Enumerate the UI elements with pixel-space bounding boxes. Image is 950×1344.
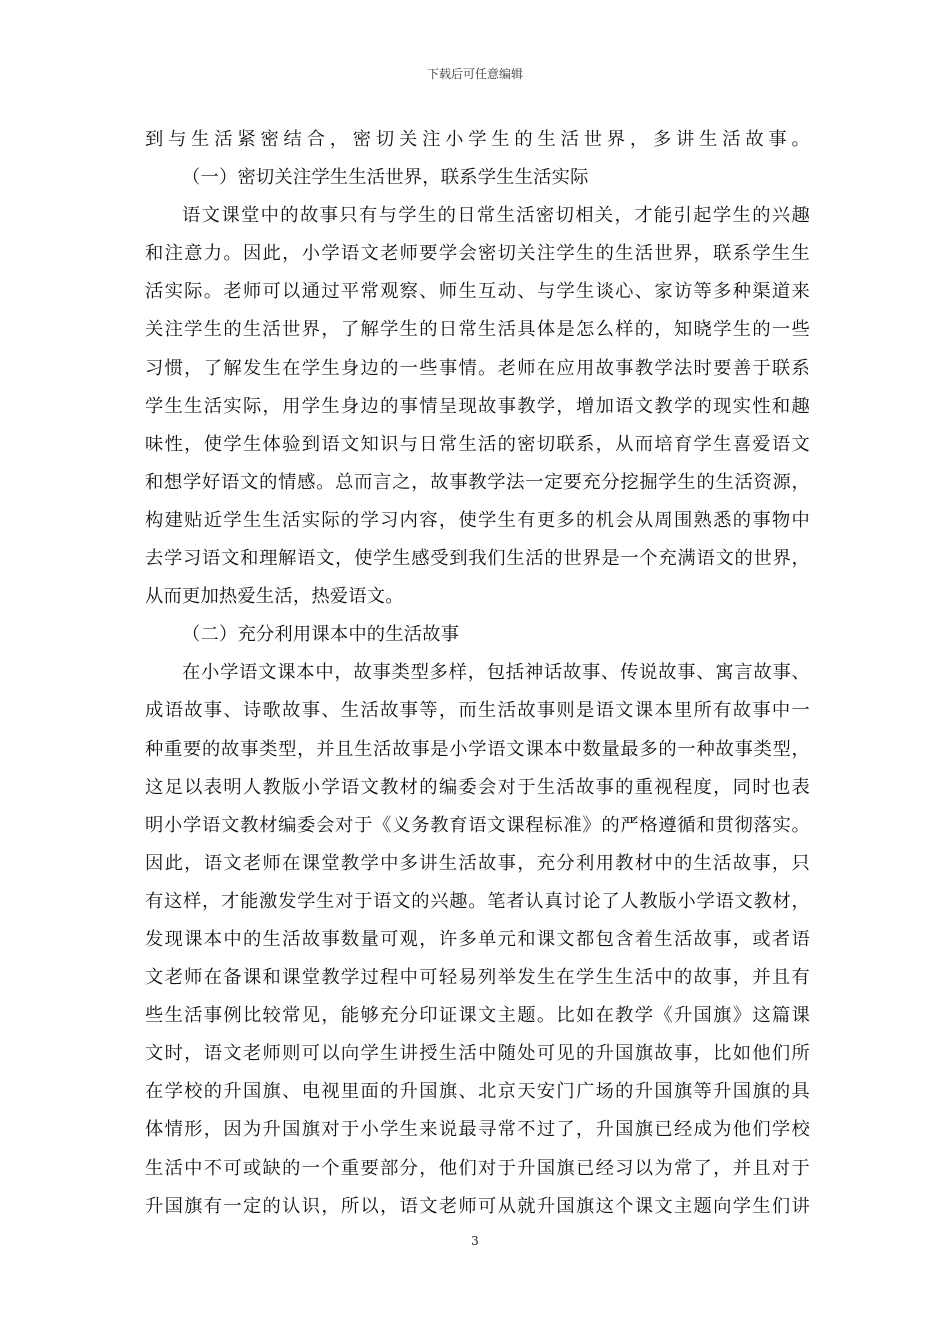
- body-line: 文老师在备课和课堂教学过程中可轻易列举发生在学生生活中的故事，并且有: [145, 967, 810, 989]
- body-line: 文时，语文老师则可以向学生讲授生活中随处可见的升国旗故事，比如他们所: [145, 1043, 810, 1065]
- body-line: 学生生活实际，用学生身边的事情呈现故事教学，增加语文教学的现实性和趣: [145, 395, 810, 417]
- body-line: 成语故事、诗歌故事、生活故事等，而生活故事则是语文课本里所有故事中一: [145, 700, 810, 722]
- section-heading: （一）密切关注学生生活世界，联系学生生活实际: [182, 167, 589, 189]
- body-line: 从而更加热爱生活，热爱语文。: [145, 586, 404, 608]
- body-line: 活实际。老师可以通过平常观察、师生互动、与学生谈心、家访等多种渠道来: [145, 281, 810, 303]
- body-line: 语文课堂中的故事只有与学生的日常生活密切相关，才能引起学生的兴趣: [182, 205, 810, 227]
- body-line: 有这样，才能激发学生对于语文的兴趣。笔者认真讨论了人教版小学语文教材，: [145, 890, 810, 912]
- body-line: 升国旗有一定的认识，所以，语文老师可从就升国旗这个课文主题向学生们讲: [145, 1195, 810, 1217]
- body-line: 发现课本中的生活故事数量可观，许多单元和课文都包含着生活故事，或者语: [145, 928, 810, 950]
- body-line: 明小学语文教材编委会对于《义务教育语文课程标准》的严格遵循和贯彻落实。: [145, 814, 810, 836]
- section-heading: （二）充分利用课本中的生活故事: [182, 624, 460, 646]
- body-line: 到与生活紧密结合，密切关注小学生的生活世界，多讲生活故事。: [145, 129, 810, 150]
- body-line: 些生活事例比较常见，能够充分印证课文主题。比如在教学《升国旗》这篇课: [145, 1005, 810, 1027]
- body-line: 去学习语文和理解语文，使学生感受到我们生活的世界是一个充满语文的世界，: [145, 548, 810, 570]
- body-line: 和想学好语文的情感。总而言之，故事教学法一定要充分挖掘学生的生活资源，: [145, 471, 810, 493]
- body-line: 这足以表明人教版小学语文教材的编委会对于生活故事的重视程度，同时也表: [145, 776, 810, 798]
- body-line: 和注意力。因此，小学语文老师要学会密切关注学生的生活世界，联系学生生: [145, 243, 810, 265]
- body-line: 关注学生的生活世界，了解学生的日常生活具体是怎么样的，知晓学生的一些: [145, 319, 810, 341]
- body-line: 因此，语文老师在课堂教学中多讲生活故事，充分利用教材中的生活故事，只: [145, 852, 810, 874]
- body-line: 体情形，因为升国旗对于小学生来说最寻常不过了，升国旗已经成为他们学校: [145, 1119, 810, 1141]
- page-header: 下载后可任意编辑: [426, 67, 523, 81]
- body-line: 在小学语文课本中，故事类型多样，包括神话故事、传说故事、寓言故事、: [182, 662, 810, 684]
- body-line: 习惯，了解发生在学生身边的一些事情。老师在应用故事教学法时要善于联系: [145, 357, 810, 379]
- body-line: 味性，使学生体验到语文知识与日常生活的密切联系，从而培育学生喜爱语文: [145, 433, 810, 455]
- body-line: 在学校的升国旗、电视里面的升国旗、北京天安门广场的升国旗等升国旗的具: [145, 1081, 810, 1103]
- body-line: 构建贴近学生生活实际的学习内容，使学生有更多的机会从周围熟悉的事物中: [145, 509, 810, 531]
- body-line: 种重要的故事类型，并且生活故事是小学语文课本中数量最多的一种故事类型，: [145, 738, 810, 760]
- page-number: 3: [471, 1234, 479, 1248]
- body-line: 生活中不可或缺的一个重要部分，他们对于升国旗已经习以为常了，并且对于: [145, 1157, 810, 1179]
- document-body: [145, 121, 810, 1226]
